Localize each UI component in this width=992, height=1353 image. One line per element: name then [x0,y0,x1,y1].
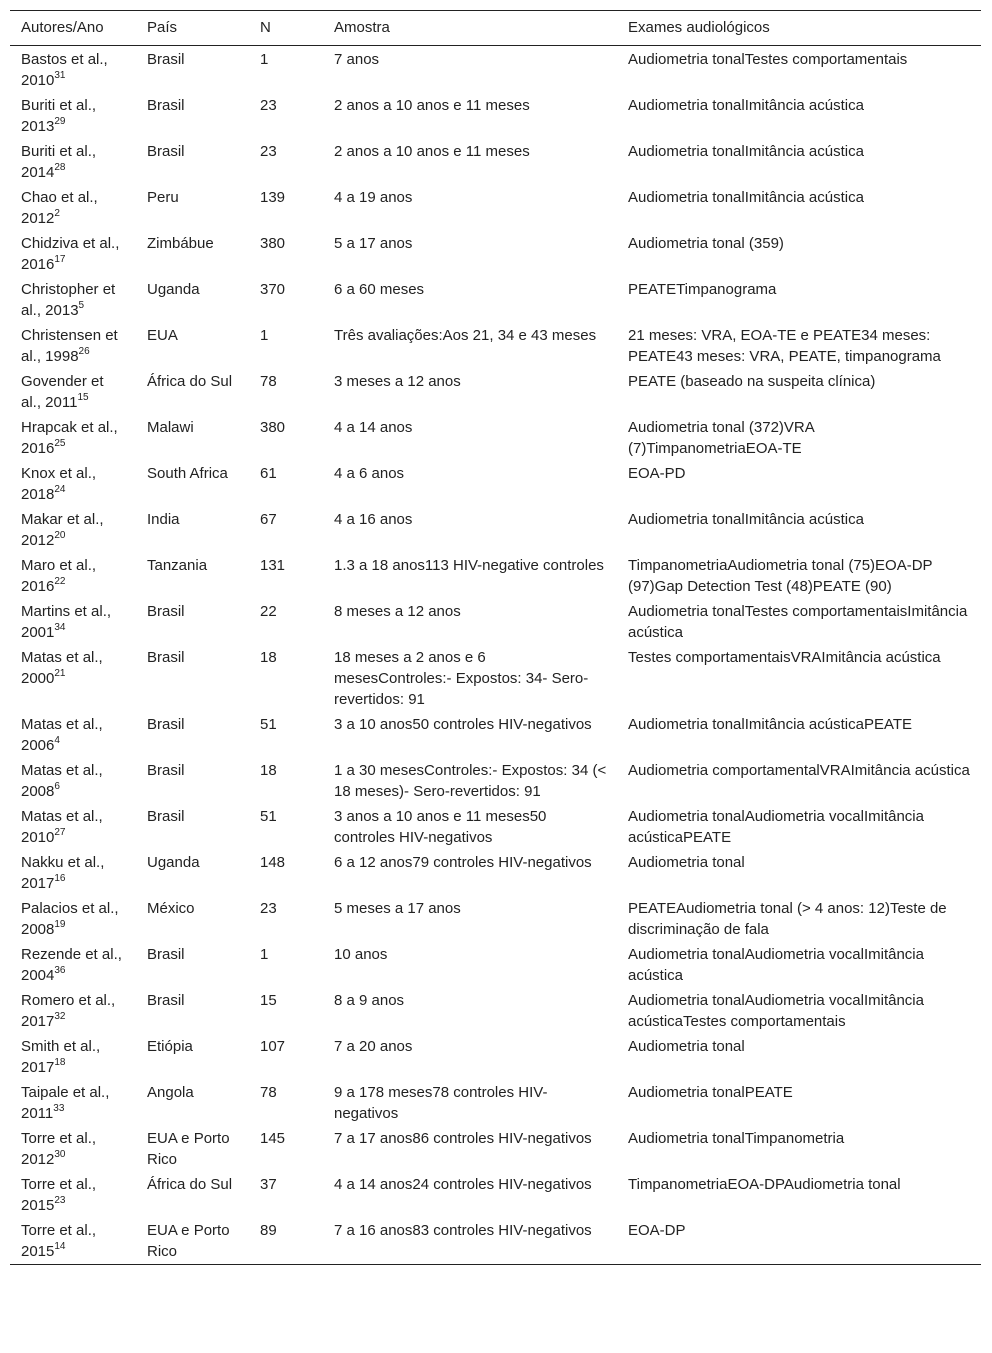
cell-sample: 4 a 14 anos [334,419,413,436]
table-row [10,231,981,277]
cell-n: 139 [260,189,286,206]
cell-sample: 18 meses a 2 anos e 6 mesesControles:- Expostos: 34- Sero-revertidos: 91 [334,649,589,708]
cell-author [10,277,136,323]
reference-number: 26 [78,346,90,357]
table-row [10,46,981,94]
cell-n: 78 [260,373,277,390]
cell-exams: Audiometria tonal [628,854,745,871]
cell-author [10,645,136,712]
cell-author [10,712,136,758]
cell-author [10,415,136,461]
cell-author [10,93,136,139]
cell-country: India [147,511,180,528]
author-text: Buriti et al., 2013 [21,97,97,135]
cell-sample: 3 a 10 anos50 controles HIV-negativos [334,716,592,733]
reference-number: 17 [54,254,66,265]
cell-country: África do Sul [147,373,233,390]
table-body [10,46,981,1265]
cell-sample: 7 a 16 anos83 controles HIV-negativos [334,1222,592,1239]
table-row [10,850,981,896]
cell-country: Malawi [147,419,194,436]
reference-number: 21 [54,668,66,679]
table-header [10,11,981,46]
cell-n: 51 [260,808,277,825]
cell-country: Zimbábue [147,235,214,252]
cell-author [10,139,136,185]
cell-n: 51 [260,716,277,733]
cell-country: Brasil [147,51,185,68]
cell-exams: 21 meses: VRA, EOA-TE e PEATE34 meses: PEATE43 meses: VRA, PEATE, timpanograma [628,327,941,365]
cell-n: 23 [260,97,277,114]
cell-exams: PEATE (baseado na suspeita clínica) [628,373,876,390]
cell-author [10,1034,136,1080]
author-text: Smith et al., 2017 [21,1038,101,1076]
cell-author [10,896,136,942]
header-n: N [260,19,271,36]
cell-exams: PEATEAudiometria tonal (> 4 anos: 12)Teste de discriminação de fala [628,900,947,938]
author-text: Matas et al., 2000 [21,649,103,687]
table-row [10,369,981,415]
cell-sample: Três avaliações:Aos 21, 34 e 43 meses [334,327,597,344]
author-text: Martins et al., 2001 [21,603,112,641]
reference-number: 32 [54,1011,66,1022]
author-text: Nakku et al., 2017 [21,854,105,892]
table-row [10,1126,981,1172]
reference-number: 18 [54,1057,66,1068]
cell-exams: Audiometria tonalImitância acústica [628,97,864,114]
table-row [10,645,981,712]
cell-n: 1 [260,51,269,68]
header-exams: Exames audiológicos [628,19,770,36]
table-row [10,712,981,758]
cell-n: 22 [260,603,277,620]
cell-sample: 6 a 60 meses [334,281,425,298]
table-row [10,139,981,185]
reference-number: 31 [54,70,66,81]
cell-author [10,850,136,896]
cell-exams: Audiometria comportamentalVRAImitância acústica [628,762,970,779]
cell-author [10,942,136,988]
cell-exams: Audiometria tonalImitância acústica [628,143,864,160]
cell-country: EUA e Porto Rico [147,1222,230,1260]
cell-sample: 1.3 a 18 anos113 HIV-negative controles [334,557,604,574]
table-row [10,1172,981,1218]
cell-sample: 4 a 16 anos [334,511,413,528]
cell-sample: 10 anos [334,946,388,963]
cell-country: EUA e Porto Rico [147,1130,230,1168]
cell-exams: Audiometria tonalAudiometria vocalImitância acústicaPEATE [628,808,924,846]
cell-sample: 9 a 178 meses78 controles HIV-negativos [334,1084,548,1122]
header-country: País [147,19,178,36]
cell-sample: 8 a 9 anos [334,992,405,1009]
reference-number: 6 [54,781,60,792]
cell-n: 370 [260,281,286,298]
cell-exams: Audiometria tonalImitância acústica [628,189,864,206]
cell-country: Brasil [147,808,185,825]
cell-sample: 6 a 12 anos79 controles HIV-negativos [334,854,592,871]
reference-number: 20 [54,530,66,541]
author-text: Chao et al., 2012 [21,189,98,227]
cell-sample: 8 meses a 12 anos [334,603,461,620]
reference-number: 30 [54,1149,66,1160]
table-row [10,1218,981,1265]
cell-n: 78 [260,1084,277,1101]
cell-author [10,553,136,599]
reference-number: 16 [54,873,66,884]
author-text: Maro et al., 2016 [21,557,97,595]
cell-author [10,46,136,94]
table-row [10,599,981,645]
table-row [10,185,981,231]
cell-country: EUA [147,327,178,344]
table-row [10,1034,981,1080]
cell-country: Uganda [147,281,200,298]
cell-exams: PEATETimpanograma [628,281,777,298]
table-row [10,896,981,942]
author-text: Torre et al., 2015 [21,1222,97,1260]
cell-n: 37 [260,1176,277,1193]
cell-author [10,185,136,231]
cell-n: 107 [260,1038,286,1055]
cell-n: 1 [260,946,269,963]
author-text: Rezende et al., 2004 [21,946,122,984]
reference-number: 28 [54,162,66,173]
reference-number: 2 [54,208,60,219]
cell-n: 18 [260,649,277,666]
cell-sample: 2 anos a 10 anos e 11 meses [334,143,530,160]
author-text: Palacios et al., 2008 [21,900,119,938]
cell-exams: Audiometria tonal (372)VRA (7)TimpanometriaEOA-TE [628,419,814,457]
table-row [10,415,981,461]
cell-exams: TimpanometriaEOA-DPAudiometria tonal [628,1176,901,1193]
cell-n: 131 [260,557,286,574]
cell-sample: 3 anos a 10 anos e 11 meses50 controles HIV-negativos [334,808,547,846]
author-text: Govender et al., 2011 [21,373,104,411]
cell-exams: Audiometria tonalAudiometria vocalImitância acústica [628,946,924,984]
cell-author [10,507,136,553]
cell-sample: 4 a 19 anos [334,189,413,206]
cell-n: 61 [260,465,277,482]
cell-exams: Audiometria tonalPEATE [628,1084,793,1101]
author-text: Torre et al., 2015 [21,1176,97,1214]
cell-n: 148 [260,854,286,871]
table-row [10,553,981,599]
cell-author [10,323,136,369]
cell-country: Brasil [147,649,185,666]
cell-exams: EOA-DP [628,1222,686,1239]
cell-sample: 2 anos a 10 anos e 11 meses [334,97,530,114]
cell-country: Brasil [147,716,185,733]
reference-number: 5 [78,300,85,311]
cell-author [10,369,136,415]
cell-n: 380 [260,235,286,252]
cell-country: Uganda [147,854,200,871]
table-row [10,988,981,1034]
cell-sample: 7 anos [334,51,380,68]
cell-sample: 4 a 6 anos [334,465,405,482]
cell-country: Brasil [147,946,185,963]
table-row [10,277,981,323]
cell-sample: 5 a 17 anos [334,235,413,252]
cell-sample: 7 a 17 anos86 controles HIV-negativos [334,1130,592,1147]
cell-country: South Africa [147,465,228,482]
reference-number: 33 [53,1103,65,1114]
cell-author [10,599,136,645]
cell-sample: 3 meses a 12 anos [334,373,461,390]
author-text: Christopher et al., 2013 [21,281,116,319]
cell-exams: TimpanometriaAudiometria tonal (75)EOA-DP (97)Gap Detection Test (48)PEATE (90) [628,557,933,595]
author-text: Taipale et al., 2011 [21,1084,110,1122]
cell-exams: Audiometria tonalTimpanometria [628,1130,845,1147]
cell-exams: Audiometria tonalTestes comportamentaisImitância acústica [628,603,968,641]
cell-author [10,804,136,850]
cell-author [10,1218,136,1265]
cell-sample: 7 a 20 anos [334,1038,413,1055]
table-row [10,804,981,850]
cell-country: África do Sul [147,1176,233,1193]
cell-exams: Audiometria tonalImitância acústicaPEATE [628,716,913,733]
author-text: Matas et al., 2010 [21,808,103,846]
cell-author [10,1172,136,1218]
studies-table-container [10,10,981,1265]
cell-exams: EOA-PD [628,465,686,482]
author-text: Buriti et al., 2014 [21,143,97,181]
cell-country: Brasil [147,762,185,779]
reference-number: 4 [54,735,60,746]
cell-exams: Audiometria tonalAudiometria vocalImitância acústicaTestes comportamentais [628,992,924,1030]
cell-n: 145 [260,1130,286,1147]
reference-number: 25 [54,438,66,449]
header-authors: Autores/Ano [21,19,104,36]
table-row [10,507,981,553]
reference-number: 23 [54,1195,66,1206]
cell-country: Brasil [147,97,185,114]
table-row [10,942,981,988]
cell-sample: 4 a 14 anos24 controles HIV-negativos [334,1176,592,1193]
cell-n: 18 [260,762,277,779]
cell-author [10,231,136,277]
cell-country: Brasil [147,143,185,160]
author-text: Bastos et al., 2010 [21,51,108,89]
table-row [10,1080,981,1126]
reference-number: 15 [77,392,89,403]
table-row [10,758,981,804]
cell-country: México [147,900,195,917]
reference-number: 14 [54,1241,66,1252]
cell-n: 1 [260,327,269,344]
author-text: Torre et al., 2012 [21,1130,97,1168]
cell-author [10,461,136,507]
reference-number: 34 [54,622,66,633]
cell-sample: 1 a 30 mesesControles:- Expostos: 34 (< 18 meses)- Sero-revertidos: 91 [334,762,607,800]
cell-author [10,1080,136,1126]
reference-number: 19 [54,919,66,930]
cell-exams: Audiometria tonal (359) [628,235,784,252]
cell-author [10,988,136,1034]
cell-sample: 5 meses a 17 anos [334,900,461,917]
author-text: Matas et al., 2006 [21,716,103,754]
cell-country: Angola [147,1084,194,1101]
cell-n: 15 [260,992,277,1009]
author-text: Makar et al., 2012 [21,511,104,549]
cell-exams: Audiometria tonalImitância acústica [628,511,864,528]
cell-n: 67 [260,511,277,528]
reference-number: 24 [54,484,66,495]
cell-country: Etiópia [147,1038,193,1055]
reference-number: 36 [54,965,66,976]
author-text: Romero et al., 2017 [21,992,116,1030]
cell-country: Peru [147,189,179,206]
cell-exams: Testes comportamentaisVRAImitância acústica [628,649,941,666]
cell-author [10,758,136,804]
cell-country: Tanzania [147,557,208,574]
author-text: Hrapcak et al., 2016 [21,419,118,457]
cell-country: Brasil [147,603,185,620]
table-row [10,461,981,507]
reference-number: 27 [54,827,66,838]
cell-exams: Audiometria tonalTestes comportamentais [628,51,908,68]
table-row [10,93,981,139]
reference-number: 29 [54,116,66,127]
header-sample: Amostra [334,19,390,36]
cell-n: 89 [260,1222,277,1239]
table-row [10,323,981,369]
header-row [10,11,981,46]
author-text: Matas et al., 2008 [21,762,103,800]
author-text: Christensen et al., 1998 [21,327,118,365]
reference-number: 22 [54,576,66,587]
cell-country: Brasil [147,992,185,1009]
cell-n: 380 [260,419,286,436]
cell-n: 23 [260,900,277,917]
studies-table [10,10,981,1265]
cell-exams: Audiometria tonal [628,1038,745,1055]
author-text: Chidziva et al., 2016 [21,235,120,273]
cell-author [10,1126,136,1172]
author-text: Knox et al., 2018 [21,465,97,503]
cell-n: 23 [260,143,277,160]
